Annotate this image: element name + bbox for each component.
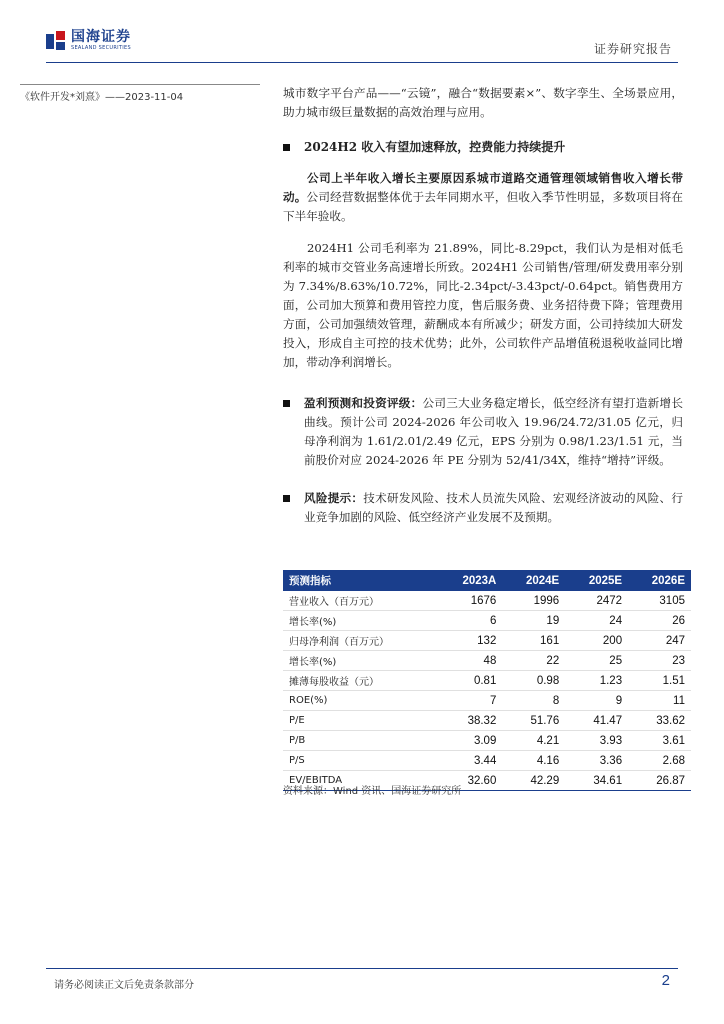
table-cell: 42.29 [502,771,565,791]
row-label: 营业收入（百万元） [283,591,439,611]
table-cell: 25 [565,651,628,671]
footer-disclaimer: 请务必阅读正文后免责条款部分 [54,980,194,991]
table-row [283,671,691,691]
page-number: 2 [661,972,670,989]
table-cell: 24 [565,611,628,631]
row-label: 增长率(%) [283,611,439,631]
table-source-note: 资料来源：Wind 资讯、国海证券研究所 [283,786,462,797]
row-label: 归母净利润（百万元） [283,631,439,651]
risk-block [283,489,683,527]
table-cell: 32.60 [439,771,503,791]
table-row [283,711,691,731]
revenue-paragraph [283,169,683,226]
row-label: EV/EBITDA [283,771,439,791]
section-heading-text: 2024H2 收入有望加速释放，控费能力持续提升 [304,140,566,154]
table-cell: 6 [439,611,503,631]
forecast-table [283,570,691,791]
table-cell: 3.93 [565,731,628,751]
logo-name-cn: 国海证券 [71,29,131,45]
table-cell: 11 [628,691,691,711]
table-cell: 1676 [439,591,503,611]
logo-name-en: SEALAND SECURITIES [71,45,131,51]
table-cell: 19 [502,611,565,631]
table-header-cell: 2026E [651,574,685,587]
table-row [283,591,691,611]
table-cell: 200 [565,631,628,651]
table-cell: 161 [502,631,565,651]
row-label: P/B [283,731,439,751]
row-label: 摊薄每股收益（元） [283,671,439,691]
table-row [283,731,691,751]
forecast-block [283,394,683,470]
footer-divider [46,968,678,969]
table-row [283,611,691,631]
table-cell: 33.62 [628,711,691,731]
doc-type-label: 证券研究报告 [593,42,672,56]
table-cell: 41.47 [565,711,628,731]
table-cell: 23 [628,651,691,671]
section-heading [283,138,683,157]
table-cell: 34.61 [565,771,628,791]
header-divider [46,62,678,63]
table-header-cell: 预测指标 [289,575,331,587]
intro-paragraph: 城市数字平台产品——“云镜”，融合“数据要素×”、数字孪生、全场景应用，助力城市级巨量数据的高效治理与应用。 [283,86,683,119]
main-content [283,84,683,527]
table-header-cell: 2024E [525,574,560,587]
table-cell: 3.44 [439,751,503,771]
table-cell: 0.98 [502,671,565,691]
table-cell: 26.87 [628,771,691,791]
bullet-square-icon [283,495,290,502]
bullet-square-icon [283,400,290,407]
logo-icon [46,31,66,51]
margin-paragraph: 2024H1 公司毛利率为 21.89%，同比-8.29pct，我们认为是相对低毛利率的城市交管业务高速增长所致。2024H1 公司销售/管理/研发费用率分别为 7.34%/8.63%/10.72%，同比-2.34pct/-3.43pct/-0.64pct。销售费用方面，公司加大预算和费用管控力度，售后服务费、业务招待费下降；管理费用方面，公司加强绩效管理，薪酬成本有所减少；研发方面，公司持续加大研发投入，形成自主可控的技术优势；此外，公司软件产品增值税退税收益同比增加，带动净利润增长。 [283,241,683,369]
table-cell: 7 [439,691,503,711]
reference-divider [20,84,260,85]
table-cell: 22 [502,651,565,671]
company-logo [46,30,131,51]
row-label: ROE(%) [283,691,439,711]
table-cell: 3105 [628,591,691,611]
row-label: P/E [283,711,439,731]
table-cell: 51.76 [502,711,565,731]
table-cell: 4.21 [502,731,565,751]
revenue-paragraph-lead: 公司上半年收入增长主要原因系城市道路交通管理领域销售收入增长带动。 [283,171,683,204]
table-header-cell: 2023A [462,574,497,587]
table-cell: 0.81 [439,671,503,691]
table-cell: 8 [502,691,565,711]
row-label: 增长率(%) [283,651,439,671]
table-cell: 48 [439,651,503,671]
risk-text: 技术研发风险、技术人员流失风险、宏观经济波动的风险、行业竞争加剧的风险、低空经济产业发展不及预期。 [304,491,683,524]
row-label: P/S [283,751,439,771]
table-cell: 1.23 [565,671,628,691]
table-cell: 1996 [502,591,565,611]
table-cell: 1.51 [628,671,691,691]
table-cell: 4.16 [502,751,565,771]
forecast-text: 公司三大业务稳定增长，低空经济有望打造新增长曲线。预计公司 2024-2026 年公司收入 19.96/24.72/31.05 亿元，归母净利润为 1.61/2.01/2.49 亿元，EPS 分别为 0.98/1.23/1.51 元，当前股价对应 2024-2026 年 PE 分别为 52/41/34X，维持“增持”评级。 [304,396,683,467]
forecast-label: 盈利预测和投资评级： [304,396,423,410]
table-header-row [283,570,691,591]
table-header-cell: 2025E [588,574,623,587]
table-cell: 132 [439,631,503,651]
table-cell: 3.09 [439,731,503,751]
table-cell: 2472 [565,591,628,611]
table-cell: 3.36 [565,751,628,771]
table-row [283,691,691,711]
table-cell: 2.68 [628,751,691,771]
table-row [283,631,691,651]
table-cell: 247 [628,631,691,651]
table-cell: 3.61 [628,731,691,751]
table-cell: 38.32 [439,711,503,731]
risk-label: 风险提示： [304,491,364,505]
table-row [283,751,691,771]
table-cell: 9 [565,691,628,711]
bullet-square-icon [283,144,290,151]
revenue-paragraph-rest: 公司经营数据整体优于去年同期水平，但收入季节性明显，多数项目将在下半年验收。 [283,190,683,223]
table-row [283,651,691,671]
related-report-reference: 《软件开发*刘熹》——2023-11-04 [20,92,184,103]
table-cell: 26 [628,611,691,631]
